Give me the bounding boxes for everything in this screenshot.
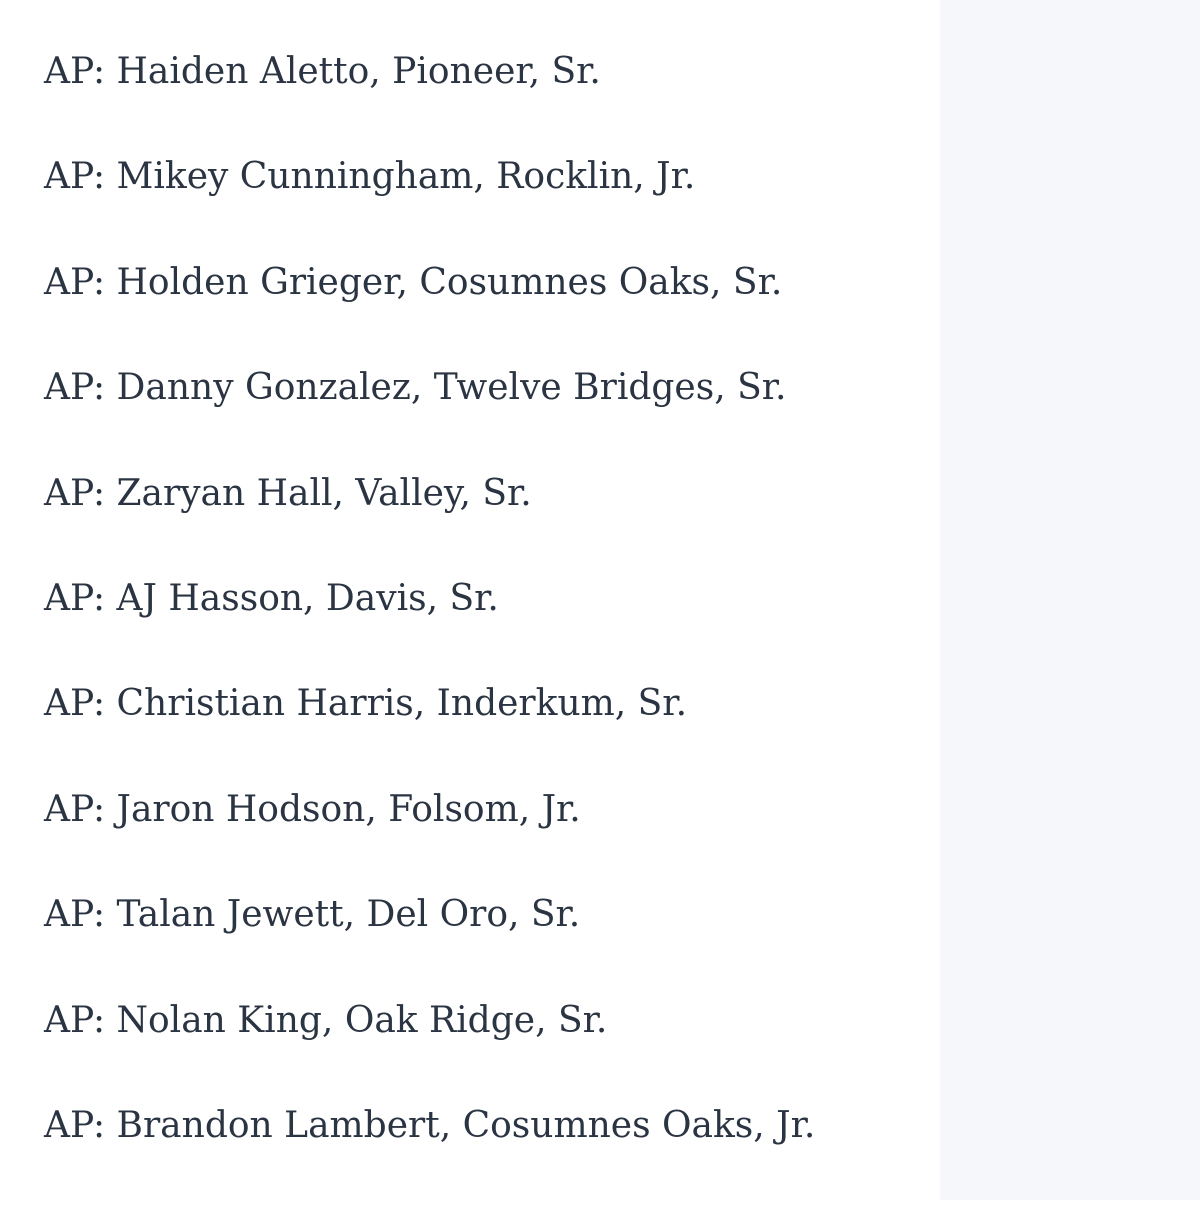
list-item: AP: Danny Gonzalez, Twelve Bridges, Sr. <box>44 367 787 409</box>
list-item: AP: Brandon Lambert, Cosumnes Oaks, Jr. <box>44 1104 816 1146</box>
list-item: AP: Mikey Cunningham, Rocklin, Jr. <box>44 156 696 198</box>
list-item: AP: Talan Jewett, Del Oro, Sr. <box>44 894 581 936</box>
list-item: AP: Haiden Aletto, Pioneer, Sr. <box>44 51 601 92</box>
player-list <box>44 46 924 1205</box>
list-item: AP: Zaryan Hall, Valley, Sr. <box>44 472 532 514</box>
list-item: AP: Christian Harris, Inderkum, Sr. <box>44 683 688 725</box>
sidebar <box>940 0 1200 1200</box>
list-item: AP: AJ Hasson, Davis, Sr. <box>44 577 499 619</box>
list-item: AP: Jaron Hodson, Folsom, Jr. <box>44 788 581 830</box>
list-item: AP: Nolan King, Oak Ridge, Sr. <box>44 999 608 1041</box>
list-item: AP: Holden Grieger, Cosumnes Oaks, Sr. <box>44 261 783 303</box>
